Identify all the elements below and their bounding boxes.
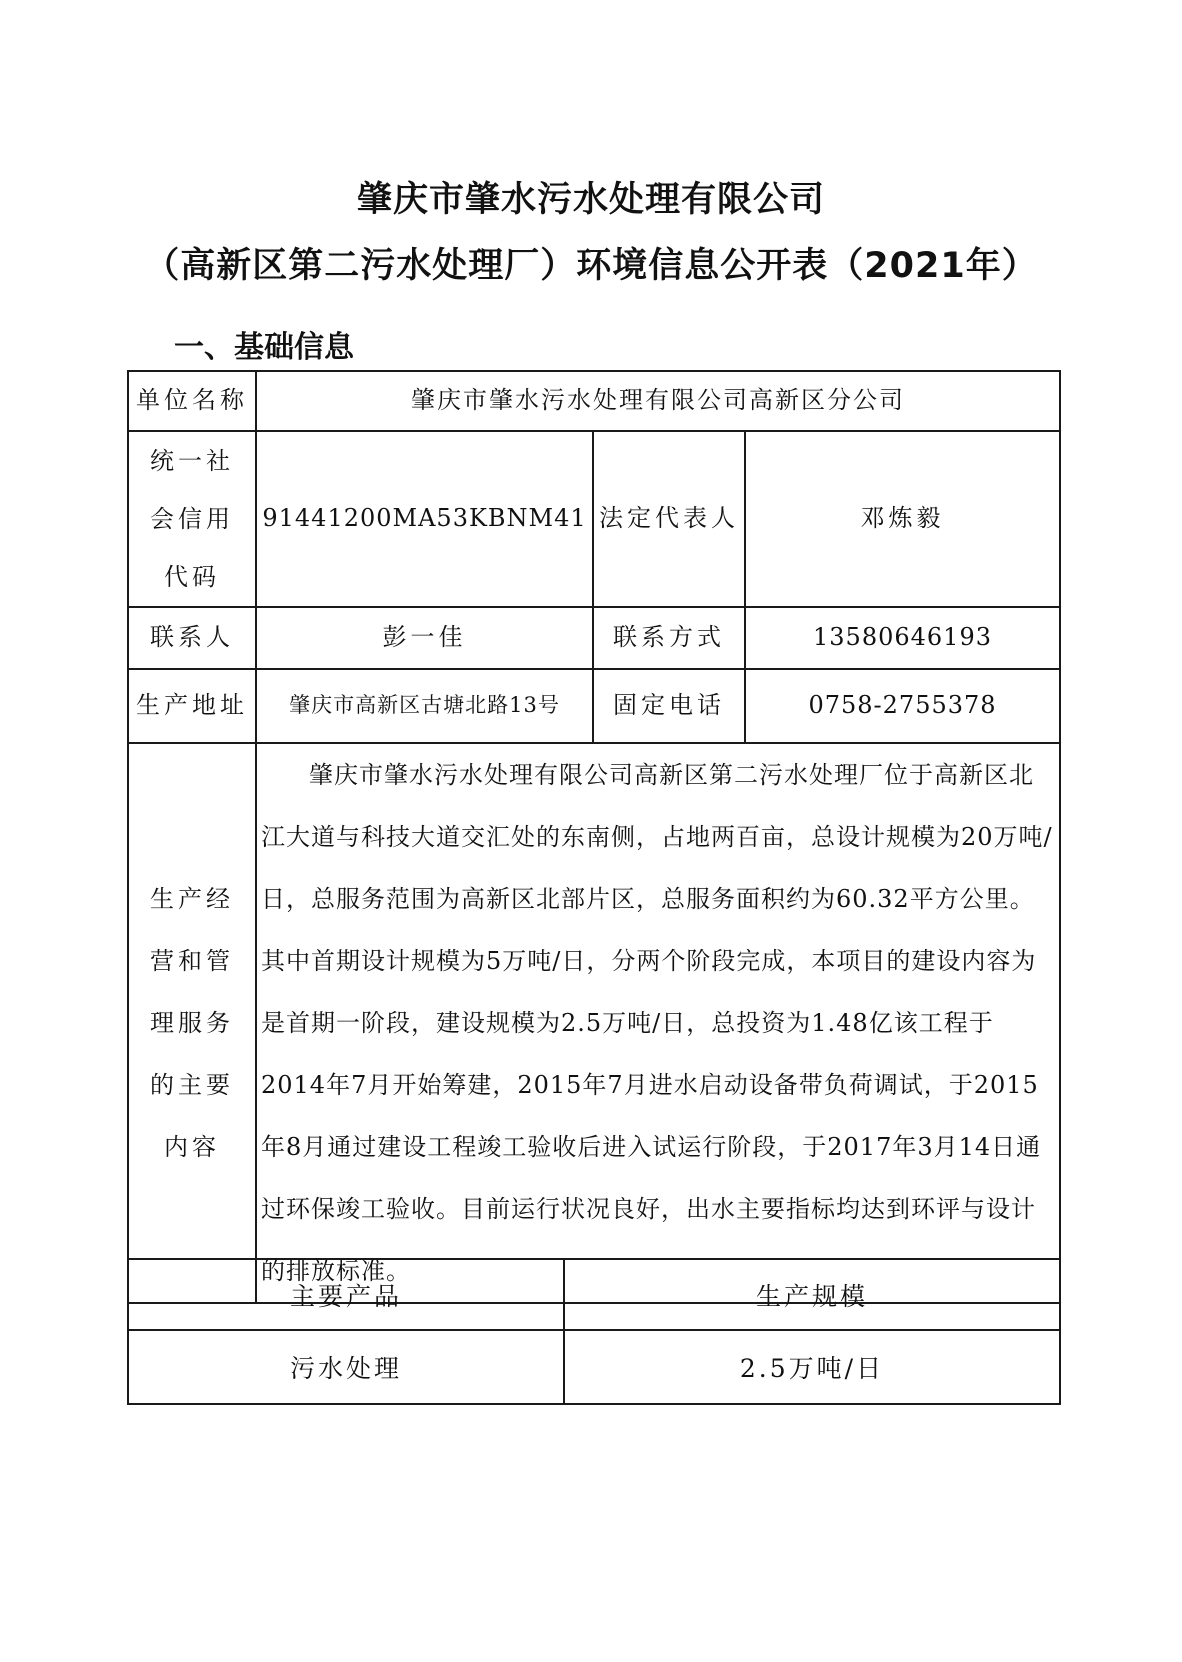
basic-info-table: [127, 370, 1061, 1304]
products-table: [127, 1258, 1061, 1405]
main-content-value: 肇庆市肇水污水处理有限公司高新区第二污水处理厂位于高新区北江大道与科技大道交汇处的东南侧，占地两百亩，总设计规模为20万吨/日，总服务范围为高新区北部片区，总服务面积约为60.32平方公里。其中首期设计规模为5万吨/日，分两个阶段完成，本项目的建设内容为是首期一阶段，建设规模为2.5万吨/日，总投资为1.48亿该工程于2014年7月开始筹建，2015年7月进水启动设备带负荷调试，于2015年8月通过建设工程竣工验收后进入试运行阶段，于2017年3月14日通过环保竣工验收。目前运行状况良好，出水主要指标均达到环评与设计的排放标准。: [256, 743, 1060, 1303]
table-row: [128, 1330, 1060, 1404]
credit-code-label: 统一社会信用代码: [128, 431, 256, 607]
main-content-label: 生产经营和管理服务的主要内容: [128, 743, 256, 1303]
scale-header: 生产规模: [564, 1259, 1060, 1330]
phone-label: 固定电话: [593, 669, 745, 743]
product-cell: 污水处理: [128, 1330, 564, 1404]
table-row: [128, 1259, 1060, 1330]
table-row: [128, 743, 1060, 1303]
table-row: [128, 607, 1060, 669]
product-header: 主要产品: [128, 1259, 564, 1330]
table-row: [128, 371, 1060, 431]
unit-name-label: 单位名称: [128, 371, 256, 431]
contact-label: 联系人: [128, 607, 256, 669]
contact-value: 彭一佳: [256, 607, 593, 669]
scale-cell: 2.5万吨/日: [564, 1330, 1060, 1404]
legal-rep-label: 法定代表人: [593, 431, 745, 607]
table-row: [128, 669, 1060, 743]
credit-code-value: 91441200MA53KBNM41: [256, 431, 593, 607]
contact-method-value: 13580646193: [745, 607, 1060, 669]
section-heading: 一、基础信息: [174, 330, 354, 365]
address-value: 肇庆市高新区古塘北路13号: [256, 669, 593, 743]
contact-method-label: 联系方式: [593, 607, 745, 669]
unit-name-value: 肇庆市肇水污水处理有限公司高新区分公司: [256, 371, 1060, 431]
phone-value: 0758-2755378: [745, 669, 1060, 743]
address-label: 生产地址: [128, 669, 256, 743]
document-title-line1: 肇庆市肇水污水处理有限公司: [356, 180, 825, 220]
table-row: [128, 431, 1060, 607]
document-title-line2: （高新区第二污水处理厂）环境信息公开表（2021年）: [144, 246, 1038, 286]
legal-rep-value: 邓炼毅: [745, 431, 1060, 607]
